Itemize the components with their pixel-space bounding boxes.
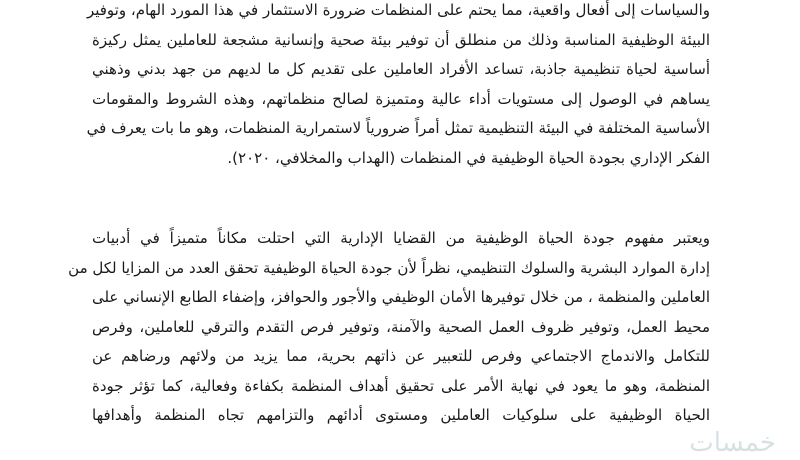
text-line: للتكامل والاندماج الاجتماعي وفرص للتعبير عن ذاتهم بحرية، مما يزيد من ولائهم ورضاهم عن — [92, 347, 710, 365]
watermark-logo: خمسات — [689, 428, 776, 458]
text-line: البيئة الوظيفية المناسبة وذلك من منطلق أن توفير بيئة صحية وإنسانية مشجعة للعاملين يمثل ركيزة — [92, 30, 710, 49]
text-line: يساهم في الوصول إلى مستويات أداء عالية ومتميزة لصالح منظماتهم، وهذه الشروط والمقومات — [92, 89, 710, 108]
text-line: العاملين والمنظمة ، من خلال توفيرها الأمان الوظيفي والأجور والحوافز، وإضفاء الطابع الإنساني على — [91, 288, 710, 306]
text-line: محيط العمل، وتوفير ظروف العمل الصحية والآمنة، وتوفير فرص التقدم والترقي للعاملين، وفرص — [92, 317, 710, 336]
text-line: الأساسية المختلفة في البيئة التنظيمية تمثل أمراً ضرورياً لاستمرارية المنظمات، وهو ما بات يعرف في — [86, 119, 710, 137]
paragraph-2 — [68, 224, 710, 431]
paragraph-1 — [86, 0, 710, 173]
text-line: الحياة الوظيفية على سلوكيات العاملين ومستوى أدائهم والتزامهم تجاه المنظمة وأهدافها — [92, 406, 710, 424]
text-line: أساسية لحياة تنظيمية جاذبة، تساعد الأفراد العاملين على تقديم كل ما لديهم من جهد بدني وذهني — [92, 60, 710, 78]
text-line: إدارة الموارد البشرية والسلوك التنظيمي، نظراً لأن جودة الحياة الوظيفية تحقق العدد من المزايا لكل من — [68, 258, 710, 277]
text-line: الفكر الإداري بجودة الحياة الوظيفية في المنظمات (الهداب والمخلافي، ٢٠٢٠). — [227, 148, 710, 167]
text-line: ويعتبر مفهوم جودة الحياة الوظيفية من القضايا الإدارية التي احتلت مكاناً متميزاً في أدبيات — [92, 229, 710, 247]
text-line: والسياسات إلى أفعال واقعية، مما يحتم على المنظمات ضرورة الاستثمار في هذا المورد الهام، وتوفير — [86, 1, 710, 19]
text-line: المنظمة، وهو ما يعود في نهاية الأمر على تحقيق أهداف المنظمة بكفاءة وفعالية، كما تؤثر جودة — [92, 376, 710, 395]
